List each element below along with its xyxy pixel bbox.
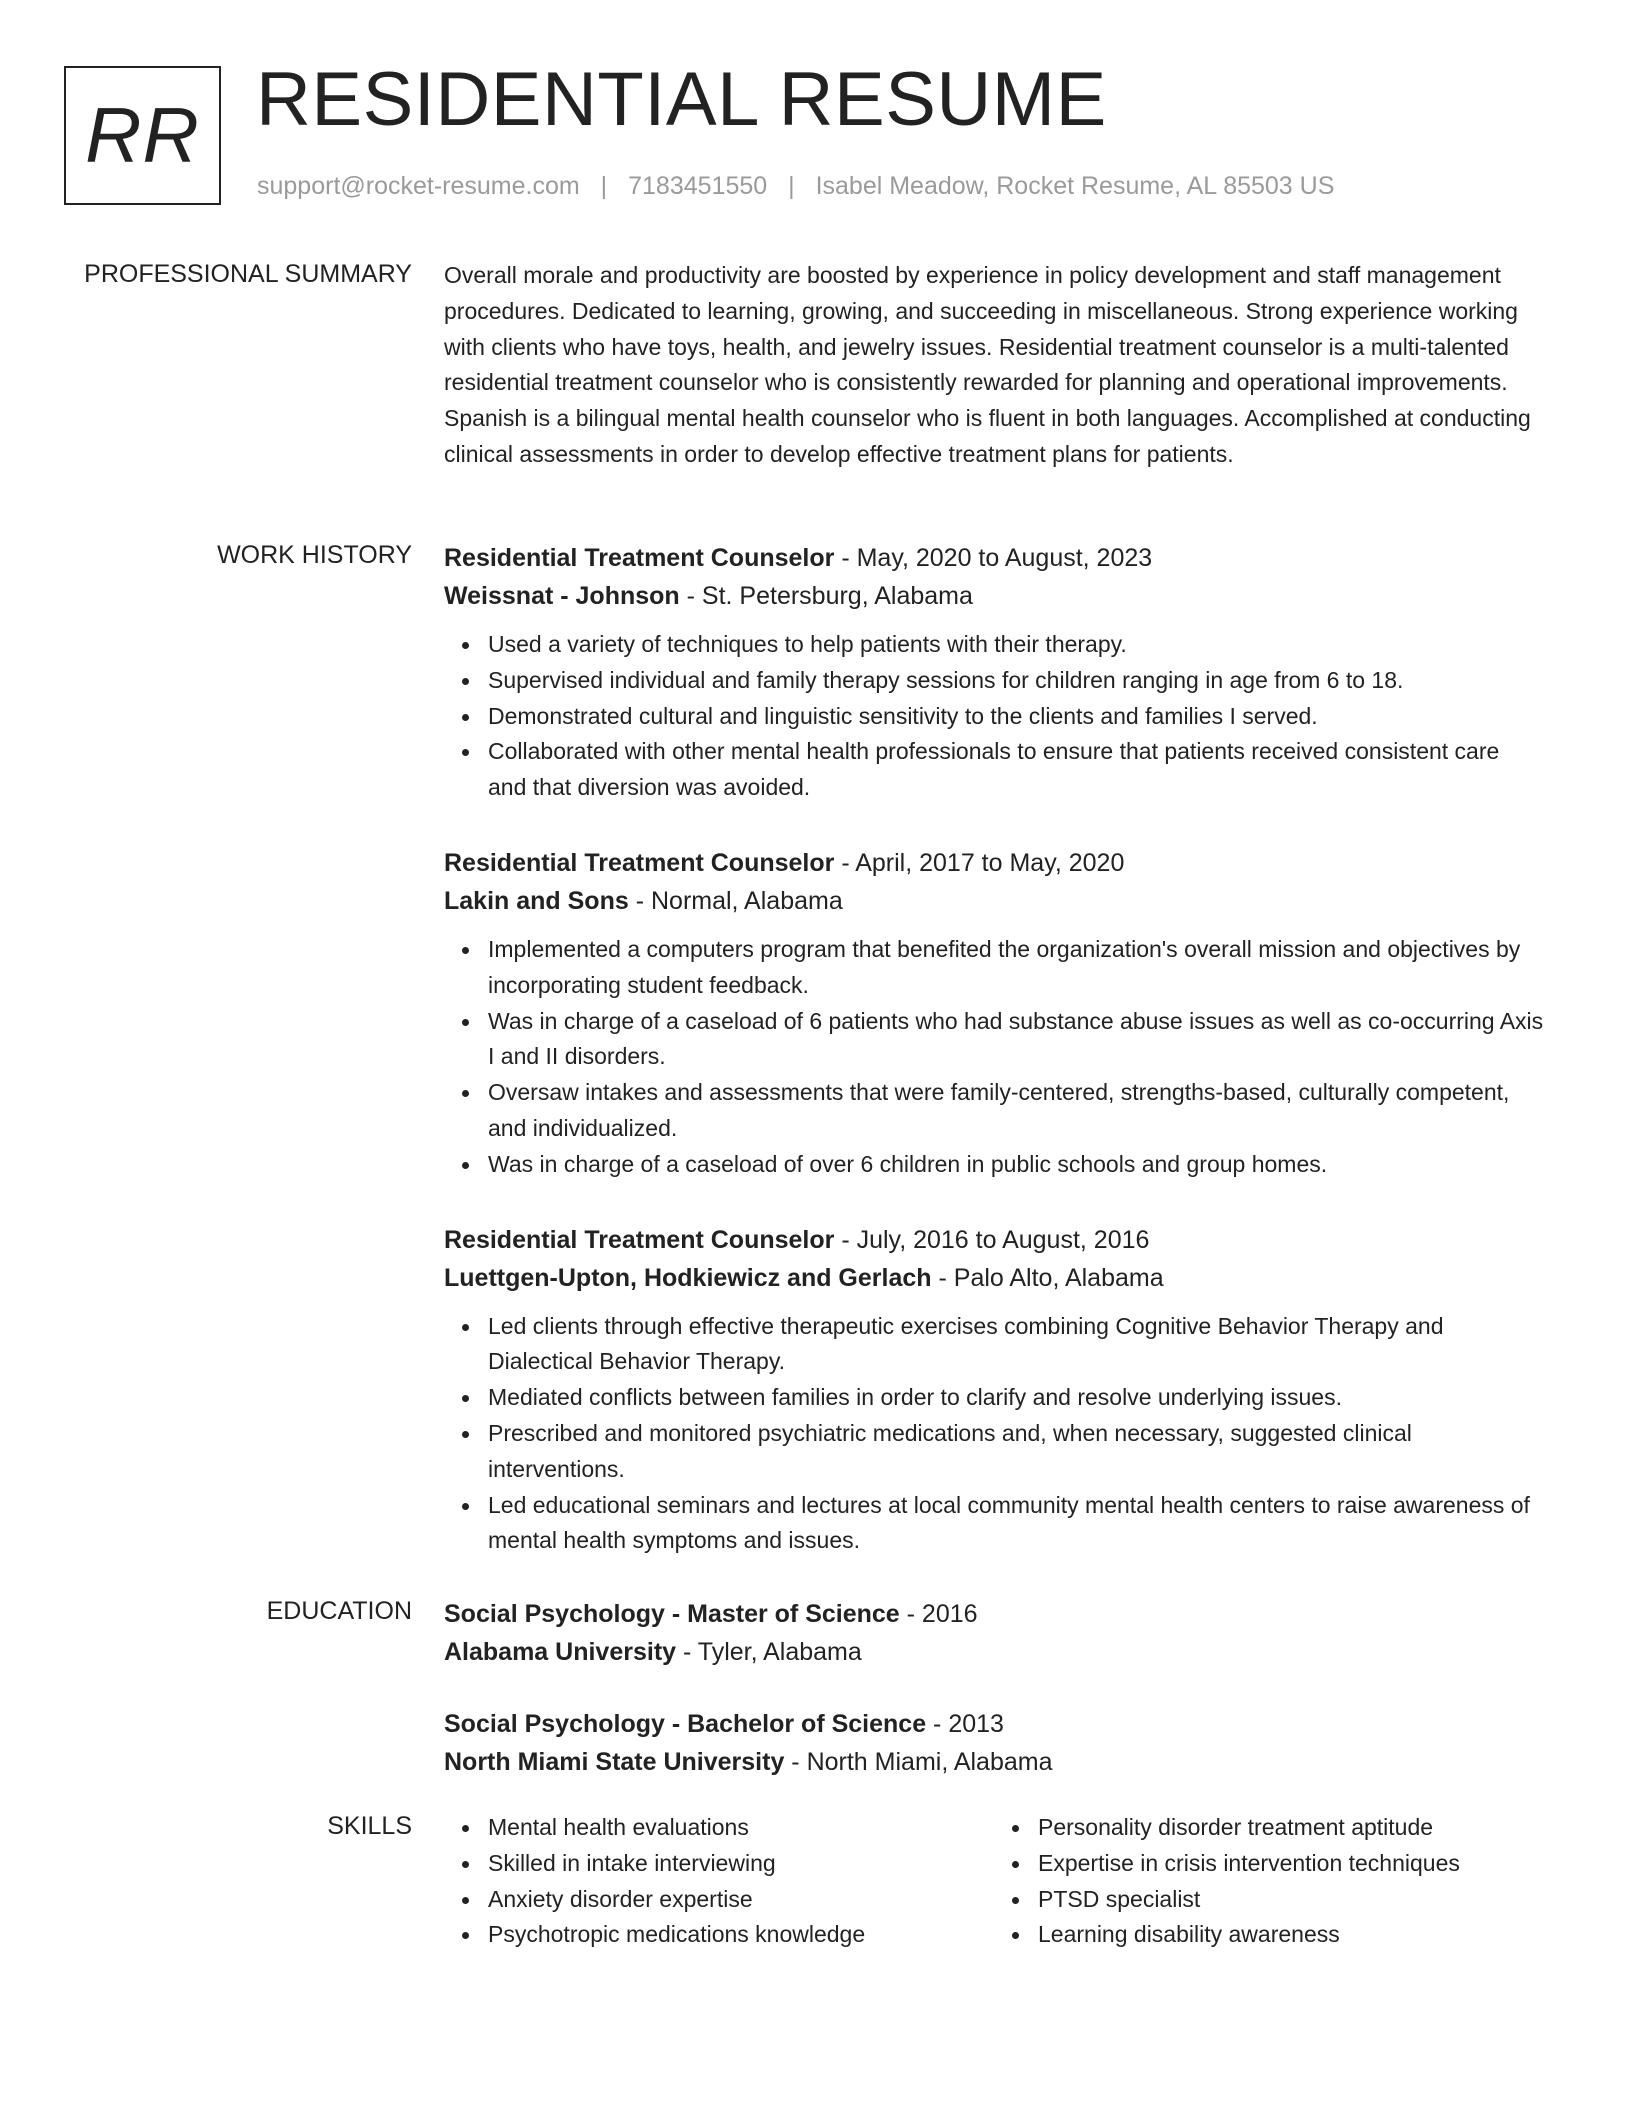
job-location: - St. Petersburg, Alabama <box>679 582 973 610</box>
bullet-item: Mediated conflicts between families in order to clarify and resolve underlying issues. <box>488 1380 1544 1416</box>
job-company-line <box>444 882 1544 920</box>
contact-separator: | <box>788 172 795 200</box>
skills-list-left <box>444 1810 994 1953</box>
job-dates: - May, 2020 to August, 2023 <box>834 544 1153 572</box>
contact-email: support@rocket-resume.com <box>257 172 580 200</box>
bullet-item: Implemented a computers program that benefited the organization's overall mission and objectives by incorporating student feedback. <box>488 932 1544 1004</box>
monogram-logo: RR <box>64 66 221 205</box>
skill-item: Psychotropic medications knowledge <box>488 1917 994 1953</box>
education-location: - North Miami, Alabama <box>784 1748 1053 1776</box>
skill-item: Anxiety disorder expertise <box>488 1882 994 1918</box>
job-role: Residential Treatment Counselor <box>444 544 835 572</box>
job-role: Residential Treatment Counselor <box>444 1225 835 1254</box>
summary-body <box>444 258 1544 473</box>
bullet-item: Was in charge of a caseload of over 6 children in public schools and group homes. <box>488 1147 1544 1183</box>
section-title-summary: PROFESSIONAL SUMMARY <box>84 260 412 288</box>
education-degree: Social Psychology - Master of Science <box>444 1600 900 1628</box>
education-entry <box>444 1705 1544 1781</box>
bullet-item: Was in charge of a caseload of 6 patients who had substance abuse issues as well as co-occurring Axis I and II disorders. <box>488 1004 1544 1076</box>
bullet-item: Prescribed and monitored psychiatric medications and, when necessary, suggested clinical interventions. <box>488 1416 1544 1488</box>
education-school-line <box>444 1743 1544 1781</box>
job-title-line <box>444 844 1544 882</box>
contact-line <box>257 172 1334 201</box>
education-school-line <box>444 1633 1544 1671</box>
job-entry <box>444 539 1544 806</box>
education-degree-line <box>444 1595 1544 1633</box>
education-degree-line <box>444 1705 1544 1743</box>
contact-phone: 7183451550 <box>628 172 768 200</box>
skills-list-right <box>994 1810 1544 1953</box>
education-school: Alabama University <box>444 1638 677 1666</box>
skill-item: PTSD specialist <box>1038 1882 1544 1918</box>
bullet-item: Demonstrated cultural and linguistic sensitivity to the clients and families I served. <box>488 699 1544 735</box>
job-bullets <box>444 1309 1544 1560</box>
job-company-line <box>444 1259 1544 1297</box>
job-title-line <box>444 1221 1544 1259</box>
summary-text: Overall morale and productivity are boosted by experience in policy development and staff management procedures. Dedicated to learning, growing, and succeeding in miscellaneous. Strong experience working with clients who have toys, health, and jewelry issues. Residential treatment counselor is a multi-talented residential treatment counselor who is consistently rewarded for planning and operational improvements. Spanish is a bilingual mental health counselor who is fluent in both languages. Accomplished at conducting clinical assessments in order to develop effective treatment plans for patients. <box>444 262 1531 467</box>
job-company: Weissnat - Johnson <box>444 582 680 610</box>
education-year: - 2016 <box>899 1600 978 1628</box>
contact-address: Isabel Meadow, Rocket Resume, AL 85503 US <box>815 172 1335 200</box>
section-title-education: EDUCATION <box>266 1597 412 1625</box>
skills-body <box>444 1810 1544 1953</box>
job-dates: - April, 2017 to May, 2020 <box>834 848 1125 877</box>
skill-item: Expertise in crisis intervention techniques <box>1038 1846 1544 1882</box>
skill-item: Mental health evaluations <box>488 1810 994 1846</box>
job-entry <box>444 1221 1544 1560</box>
skill-item: Personality disorder treatment aptitude <box>1038 1810 1544 1846</box>
job-company: Lakin and Sons <box>444 886 629 915</box>
job-location: - Normal, Alabama <box>628 886 843 915</box>
contact-separator: | <box>600 172 608 200</box>
education-body <box>444 1595 1544 1781</box>
section-title-skills: SKILLS <box>327 1812 412 1840</box>
resume-name: RESIDENTIAL RESUME <box>256 57 1107 142</box>
bullet-item: Collaborated with other mental health professionals to ensure that patients received consistent care and that diversion was avoided. <box>488 734 1544 806</box>
job-company-line <box>444 577 1544 615</box>
bullet-item: Used a variety of techniques to help patients with their therapy. <box>488 627 1544 663</box>
job-role: Residential Treatment Counselor <box>444 848 835 877</box>
education-year: - 2013 <box>926 1710 1004 1738</box>
job-dates: - July, 2016 to August, 2016 <box>834 1225 1150 1254</box>
education-entry <box>444 1595 1544 1671</box>
education-school: North Miami State University <box>444 1748 785 1776</box>
skill-item: Skilled in intake interviewing <box>488 1846 994 1882</box>
job-bullets <box>444 932 1544 1183</box>
job-title-line <box>444 539 1544 577</box>
bullet-item: Led clients through effective therapeutic exercises combining Cognitive Behavior Therapy and Dialectical Behavior Therapy. <box>488 1309 1544 1381</box>
education-location: - Tyler, Alabama <box>676 1638 862 1666</box>
job-entry <box>444 844 1544 1183</box>
section-title-work-history: WORK HISTORY <box>217 541 412 569</box>
skill-item: Learning disability awareness <box>1038 1917 1544 1953</box>
job-location: - Palo Alto, Alabama <box>931 1263 1164 1292</box>
bullet-item: Oversaw intakes and assessments that were family-centered, strengths-based, culturally competent, and individualized. <box>488 1075 1544 1147</box>
job-bullets <box>444 627 1544 806</box>
bullet-item: Led educational seminars and lectures at local community mental health centers to raise awareness of mental health symptoms and issues. <box>488 1488 1544 1560</box>
work-history-body <box>444 539 1544 1559</box>
bullet-item: Supervised individual and family therapy sessions for children ranging in age from 6 to 18. <box>488 663 1544 699</box>
education-degree: Social Psychology - Bachelor of Science <box>444 1710 927 1738</box>
job-company: Luettgen-Upton, Hodkiewicz and Gerlach <box>444 1263 932 1292</box>
